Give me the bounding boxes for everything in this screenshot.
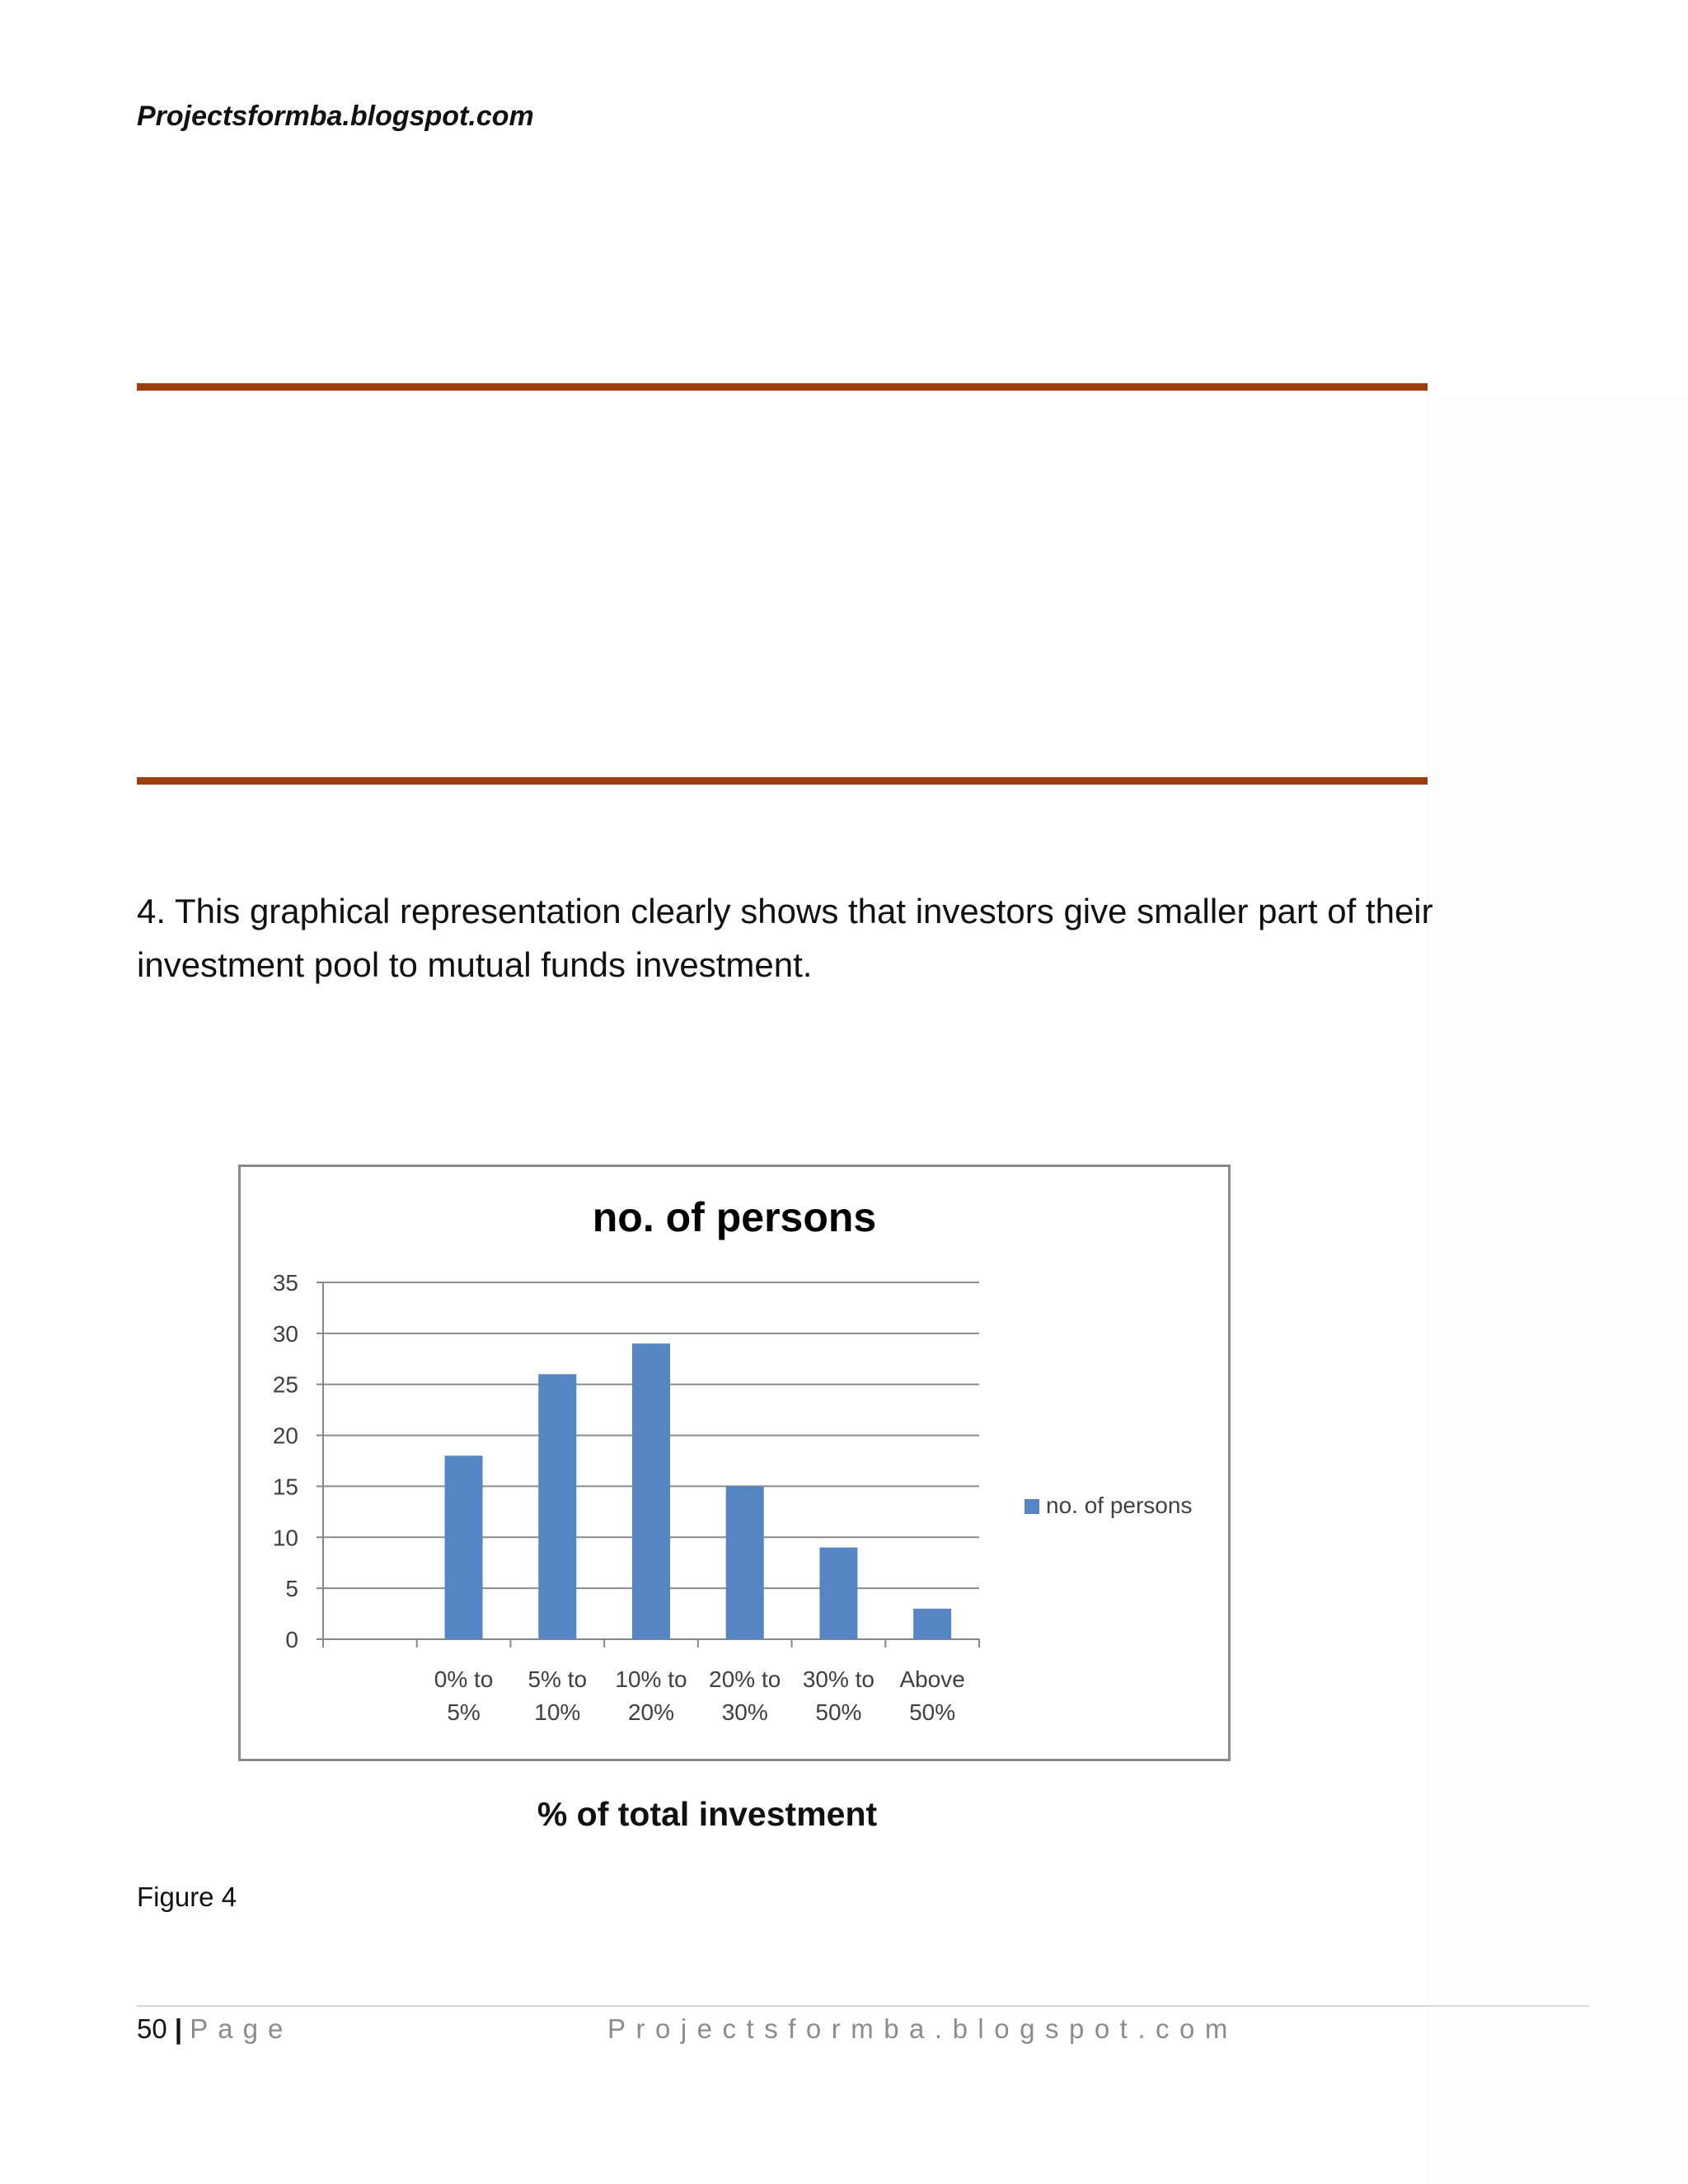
bar-1 [445,1455,483,1639]
page-separator: | [174,2013,183,2044]
figure-caption: Figure 4 [137,1882,237,1912]
bar-3 [632,1343,670,1639]
x-tick-label: 0% to [434,1666,494,1692]
x-tick-label: 50% [909,1699,956,1725]
x-tick-label: 20% to [709,1666,781,1692]
y-tick-label: 0 [285,1627,298,1652]
page-shading [1426,396,1688,2184]
y-tick-label: 25 [272,1371,298,1398]
legend-label: no. of persons [1046,1493,1193,1518]
x-tick-label: 5% to [528,1666,588,1692]
chart-title: no. of persons [592,1194,877,1240]
y-tick-label: 10 [272,1525,298,1551]
x-tick-label: 10% [534,1699,581,1725]
y-tick-label: 15 [272,1474,298,1500]
page-number-value: 50 [137,2013,167,2044]
x-axis-label: % of total investment [537,1795,878,1833]
x-tick-label: 5% [447,1699,481,1725]
x-tick-label: 30% [721,1699,768,1725]
y-tick-label: 5 [285,1576,298,1602]
page-header: Projectsformba.blogspot.com [137,101,534,132]
x-tick-label: 20% [627,1699,675,1725]
y-tick-label: 20 [272,1422,298,1449]
body-paragraph: 4. This graphical representation clearly shows that investors give smaller part of their investment pool to mutual funds investment. [137,892,1433,984]
chart-frame [238,1165,1231,1761]
legend-swatch [1025,1499,1039,1514]
footer-site: Projectsformba.blogspot.com [607,2013,1238,2044]
y-tick-label: 30 [272,1320,298,1347]
page-word: Page [190,2013,293,2044]
bar-chart [241,1167,1228,1759]
page-number [137,2013,293,2045]
y-tick-label: 35 [272,1270,298,1296]
bar-5 [819,1548,857,1639]
x-tick-label: 10% to [615,1666,687,1692]
footer-divider [137,2005,1589,2007]
x-tick-label: 50% [815,1699,862,1725]
bar-2 [538,1374,576,1639]
bottom-divider [137,777,1428,785]
x-tick-label: 30% to [802,1666,875,1692]
bar-4 [726,1486,764,1639]
x-tick-label: Above [899,1666,965,1692]
top-divider [137,383,1428,391]
bar-6 [913,1609,951,1639]
